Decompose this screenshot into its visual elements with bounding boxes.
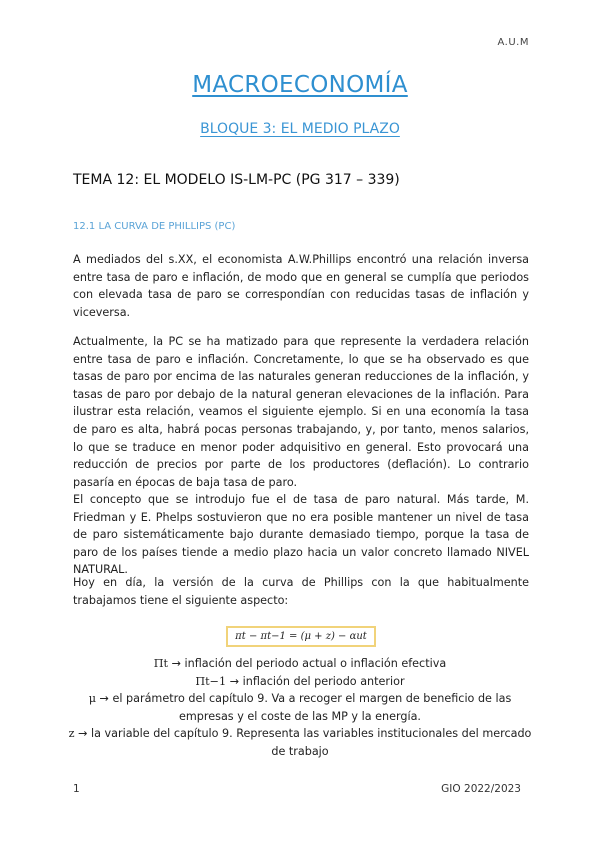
course-label: GIO 2022/2023 [441, 783, 521, 795]
topic-heading: TEMA 12: EL MODELO IS-LM-PC (PG 317 – 339) [73, 172, 400, 188]
definition-symbol: μ [88, 692, 96, 706]
header-initials: A.U.M [497, 37, 529, 48]
paragraph-4: Hoy en día, la versión de la curva de Phillips con la que habitualmente trabajamos tiene el siguiente aspecto: [73, 576, 529, 607]
definition-item [60, 725, 540, 760]
definition-text: → inflación del periodo actual o inflación efectiva [171, 657, 447, 670]
definition-symbol: z [68, 727, 75, 741]
page-number: 1 [73, 783, 80, 795]
definitions-list [60, 655, 540, 761]
section-heading: 12.1 LA CURVA DE PHILLIPS (PC) [73, 221, 236, 232]
paragraph-1: A mediados del s.XX, el economista A.W.Phillips encontró una relación inversa entre tasa de paro e inflación, de modo que en general se cumplía que periodos con elevada tasa de paro se correspondían con reducidas tasas de inflación y viceversa. [73, 253, 529, 319]
phillips-curve-formula: πt − πt−1 = (μ + z) − αut [226, 626, 376, 647]
definition-symbol: Πt−1 [195, 674, 227, 688]
paragraph-2: Actualmente, la PC se ha matizado para que represente la verdadera relación entre tasa de paro e inflación. Concretamente, lo que se ha observado es que tasas de paro por encima de las naturales generan reducciones de la inflación, y tasas de paro por debajo de la natural generan elevaciones de la inflación. Para ilustrar esta relación, veamos el siguiente ejemplo. Si en una economía la tasa de paro es alta, habrá pocas personas trabajando, y, por tanto, menos salarios, lo que se traduce en menor poder adquisitivo en general. Esto provocará una reducción de precios por parte de los productores (deflación). Lo contrario pasaría en épocas de baja tasa de paro. [73, 335, 529, 489]
definition-text: → la variable del capítulo 9. Representa las variables institucionales del mercado de trabajo [78, 727, 532, 758]
definition-text: → inflación del periodo anterior [229, 674, 405, 688]
paragraph-3: El concepto que se introdujo fue el de tasa de paro natural. Más tarde, M. Friedman y E. Phelps sostuvieron que no era posible mantener un nivel de tasa de paro sistemáticamente bajo durante demasiado tiempo, porque la tasa de paro de los países tiende a medio plazo hacia un valor concreto llamado NIVEL NATURAL. [73, 493, 529, 577]
definition-item [60, 655, 540, 673]
definition-item [60, 690, 540, 725]
definition-text: → el parámetro del capítulo 9. Va a recoger el margen de beneficio de las empresas y el coste de las MP y la energía. [99, 692, 512, 723]
block-subtitle: BLOQUE 3: EL MEDIO PLAZO [200, 121, 400, 137]
document-title: MACROECONOMÍA [192, 72, 408, 98]
definition-item [60, 673, 540, 691]
definition-symbol: Πt [153, 657, 169, 670]
